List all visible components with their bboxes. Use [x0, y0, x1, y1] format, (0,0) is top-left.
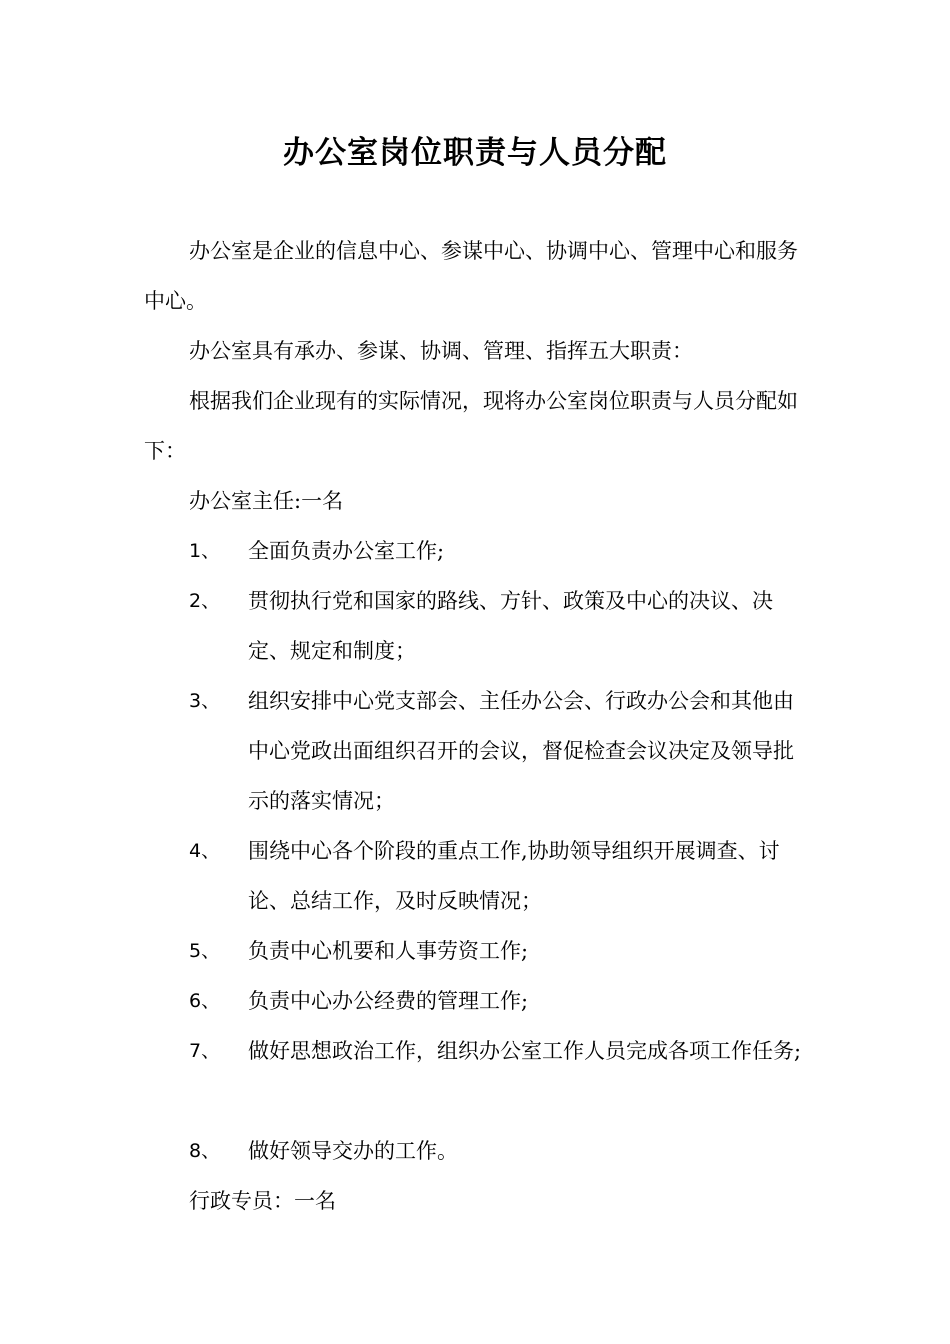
list-item-number: 1、 — [189, 540, 221, 562]
list-item — [144, 1026, 814, 1076]
list-item — [144, 526, 814, 576]
list-item — [144, 826, 814, 926]
list-item-number: 5、 — [189, 940, 221, 962]
list-item-text: 做好思想政治工作，组织办公室工作人员完成各项工作任务; — [248, 1039, 802, 1063]
duties-paragraph: 办公室具有承办、参谋、协调、管理、指挥五大职责： — [189, 339, 693, 363]
list-item — [144, 576, 814, 676]
list-item — [144, 1126, 814, 1176]
list-item-number: 8、 — [189, 1140, 221, 1162]
list-item — [144, 926, 814, 976]
list-item-number: 7、 — [189, 1040, 221, 1062]
director-heading: 办公室主任:一名 — [189, 489, 344, 513]
list-item-number: 3、 — [189, 690, 221, 712]
list-item — [144, 676, 814, 826]
list-item-text: 做好领导交办的工作。 — [248, 1139, 458, 1163]
list-item-text: 全面负责办公室工作; — [248, 539, 445, 563]
list-item-text: 负责中心机要和人事劳资工作; — [248, 939, 529, 963]
document-title: 办公室岗位职责与人员分配 — [283, 135, 667, 171]
list-item — [144, 976, 814, 1026]
list-item-number: 6、 — [189, 990, 221, 1012]
list-item-text: 组织安排中心党支部会、主任办公会、行政办公会和其他由中心党政出面组织召开的会议，督促检查会议决定及领导批示的落实情况； — [248, 689, 794, 813]
allocation-paragraph: 根据我们企业现有的实际情况，现将办公室岗位职责与人员分配如下： — [144, 389, 798, 463]
list-item-text: 负责中心办公经费的管理工作; — [248, 989, 529, 1013]
list-item-number: 4、 — [189, 840, 221, 862]
specialist-heading: 行政专员：一名 — [189, 1189, 336, 1213]
list-item-text: 围绕中心各个阶段的重点工作,协助领导组织开展调查、讨论、总结工作，及时反映情况； — [248, 839, 780, 913]
list-item-text: 贯彻执行党和国家的路线、方针、政策及中心的决议、决定、规定和制度； — [248, 589, 773, 663]
list-item-number: 2、 — [189, 590, 221, 612]
intro-paragraph: 办公室是企业的信息中心、参谋中心、协调中心、管理中心和服务中心。 — [144, 239, 798, 313]
